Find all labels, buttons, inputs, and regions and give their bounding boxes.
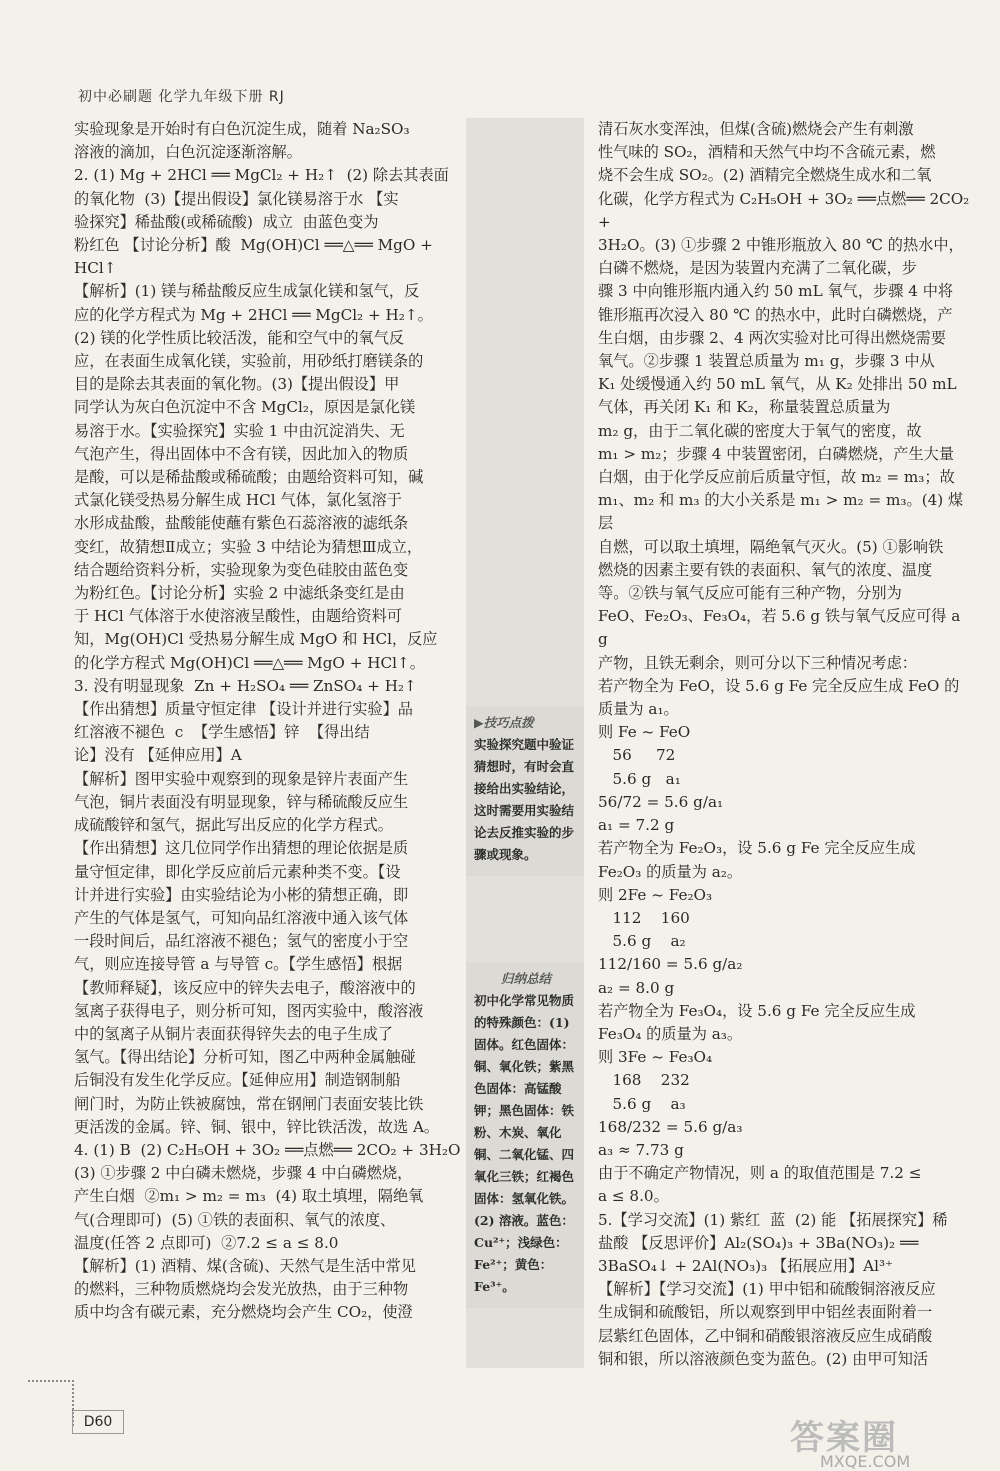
- right-line: a₃ ≈ 7.73 g: [598, 1140, 684, 1159]
- right-line: FeO、Fe₂O₃、Fe₃O₄，若 5.6 g 铁与氧气反应可得 a g: [598, 607, 966, 649]
- right-line: m₁ > m₂；步骤 4 中装置密闭，白磷燃烧，产生大量: [598, 444, 955, 463]
- left-line: 更活泼的金属。锌、铜、银中，锌比铁活泼，故选 A。: [74, 1117, 440, 1136]
- right-line: 若产物全为 Fe₃O₄，设 5.6 g Fe 完全反应生成: [598, 1001, 916, 1020]
- right-line: m₂ g，由于二氧化碳的密度大于氧气的密度，故: [598, 421, 922, 440]
- left-line: 氢离子获得电子，则分析可知，图丙实验中，酸溶液: [74, 1001, 424, 1020]
- left-line: 红溶液不褪色 c 【学生感悟】锌 【得出结: [74, 723, 370, 742]
- left-column: [74, 118, 464, 1325]
- left-line: 【解析】(1) 酒精、煤(含硫)、天然气是生活中常见: [74, 1256, 416, 1275]
- left-line: 为粉红色。【讨论分析】实验 2 中滤纸条变红是由: [74, 584, 405, 603]
- left-line: 产生白烟 ②m₁ > m₂ = m₃ (4) 取土填埋，隔绝氧: [74, 1187, 424, 1206]
- side-summary-text: 初中化学常见物质的特殊颜色：(1) 固体。红色固体：铜、氧化铁；紫黑色固体：高锰酸钾；黑色固体：铁粉、木炭、氧化铜、二氧化锰、四氧化三铁；红褐色固体：氢氧化铁。(2) 溶液。蓝色：Cu²⁺；浅绿色：Fe²⁺；黄色：Fe³⁺。: [474, 993, 575, 1294]
- right-line: 盐酸 【反思评价】Al₂(SO₄)₃ + 3Ba(NO₃)₂ ══: [598, 1233, 919, 1252]
- right-line: m₁、m₂ 和 m₃ 的大小关系是 m₁ > m₂ = m₃。(4) 煤层: [598, 491, 964, 533]
- left-line: 温度(任答 2 点即可) ②7.2 ≤ a ≤ 8.0: [74, 1233, 339, 1252]
- left-line: 气，则应连接导管 a 与导管 c。【学生感悟】根据: [74, 955, 403, 974]
- side-tip-text: 实验探究题中验证猜想时，有时会直接给出实验结论，这时需要用实验结论去反推实验的步骤或现象。: [474, 737, 575, 862]
- right-line: Fe₂O₃ 的质量为 a₂。: [598, 862, 743, 881]
- right-line: 5.【学习交流】(1) 紫红 蓝 (2) 能 【拓展探究】稀: [598, 1210, 948, 1229]
- right-line: 烧不会生成 SO₂。(2) 酒精完全燃烧生成水和二氧: [598, 166, 932, 185]
- right-line: 性气味的 SO₂，酒精和天然气中均不含硫元素，燃: [598, 143, 936, 162]
- left-line: 的氧化物 (3)【提出假设】氯化镁易溶于水 【实: [74, 189, 399, 208]
- right-line: 白烟，由于化学反应前后质量守恒，故 m₂ = m₃；故: [598, 468, 955, 487]
- right-line: 铜和银，所以溶液颜色变为蓝色。(2) 由甲可知活: [598, 1349, 929, 1368]
- left-line: 闸门时，为防止铁被腐蚀，常在钢闸门表面安装比铁: [74, 1094, 424, 1113]
- left-line: (2) 镁的化学性质比较活泼，能和空气中的氧气反: [74, 328, 405, 347]
- right-line: 生白烟，由步骤 2、4 两次实验对比可得出燃烧需要: [598, 328, 946, 347]
- right-line: 产物，且铁无剩余，则可分以下三种情况考虑：: [598, 653, 917, 672]
- left-line: 应，在表面生成氧化镁，实验前，用砂纸打磨镁条的: [74, 352, 424, 371]
- left-line: 2. (1) Mg + 2HCl ══ MgCl₂ + H₂↑ (2) 除去其表面: [74, 166, 449, 185]
- left-line: 水形成盐酸，盐酸能使蘸有紫色石蕊溶液的滤纸条: [74, 514, 409, 533]
- right-line: 3H₂O。(3) ①步骤 2 中锥形瓶放入 80 ℃ 的热水中，: [598, 236, 964, 255]
- right-line: 5.6 g a₂: [598, 932, 686, 951]
- left-line: 式氯化镁受热易分解生成 HCl 气体，氯化氢溶于: [74, 491, 402, 510]
- left-line: 知，Mg(OH)Cl 受热易分解生成 MgO 和 HCl，反应: [74, 630, 438, 649]
- right-line: 自燃，可以取土填埋，隔绝氧气灭火。(5) ①影响铁: [598, 537, 944, 556]
- left-line: 变红，故猜想Ⅱ成立；实验 3 中结论为猜想Ⅲ成立，: [74, 537, 423, 556]
- right-line: 56/72 = 5.6 g/a₁: [598, 792, 724, 811]
- left-line: 中的氢离子从铜片表面获得锌失去的电子生成了: [74, 1024, 393, 1043]
- right-line: Fe₃O₄ 的质量为 a₃。: [598, 1024, 743, 1043]
- right-line: 化碳，化学方程式为 C₂H₅OH + 3O₂ ══点燃══ 2CO₂ +: [598, 189, 975, 231]
- left-line: (3) ①步骤 2 中白磷未燃烧，步骤 4 中白磷燃烧，: [74, 1164, 413, 1183]
- right-line: 则 Fe ~ FeO: [598, 723, 691, 742]
- left-line: 【教师释疑】，该反应中的锌失去电子，酸溶液中的: [74, 978, 416, 997]
- left-line: 【作出猜想】这几位同学作出猜想的理论依据是质: [74, 839, 409, 858]
- left-line: 目的是除去其表面的氧化物。(3)【提出假设】甲: [74, 375, 400, 394]
- left-line: 质中均含有碳元素，充分燃烧均会产生 CO₂，使澄: [74, 1303, 413, 1322]
- left-line: 论】没有 【延伸应用】A: [74, 746, 242, 765]
- page-header: 初中必刷题 化学九年级下册 RJ: [78, 89, 285, 105]
- left-line: 成硫酸锌和氢气，据此写出反应的化学方程式。: [74, 816, 393, 835]
- left-line: 量守恒定律，即化学反应前后元素种类不变。【设: [74, 862, 401, 881]
- right-line: 燃烧的因素主要有铁的表面积、氧气的浓度、温度: [598, 560, 933, 579]
- left-line: 计并进行实验】由实验结论为小彬的猜想正确，即: [74, 885, 409, 904]
- left-line: 产生的气体是氢气，可知向品红溶液中通入该气体: [74, 908, 409, 927]
- left-line: 结合题给资料分析，实验现象为变色硅胶由蓝色变: [74, 560, 409, 579]
- right-line: a₁ = 7.2 g: [598, 816, 675, 835]
- right-line: 168/232 = 5.6 g/a₃: [598, 1117, 743, 1136]
- watermark-url: MXQE.COM: [820, 1452, 911, 1471]
- side-tip-title: ▶技巧点拨: [474, 715, 534, 730]
- left-line: 应的化学方程式为 Mg + 2HCl ══ MgCl₂ + H₂↑。: [74, 305, 433, 324]
- left-line: 气泡产生，得出固体中不含有镁，因此加入的物质: [74, 444, 409, 463]
- left-line: 验探究】稀盐酸(或稀硫酸) 成立 由蓝色变为: [74, 212, 379, 231]
- left-line: 粉红色 【讨论分析】酸 Mg(OH)Cl ══△══ MgO +: [74, 236, 433, 255]
- right-line: 则 2Fe ~ Fe₂O₃: [598, 885, 713, 904]
- right-line: 168 232: [598, 1071, 690, 1090]
- right-line: 骤 3 中向锥形瓶内通入约 50 mL 氧气，步骤 4 中将: [598, 282, 954, 301]
- side-summary-box: [466, 962, 584, 1308]
- left-line: 气泡，铜片表面没有明显现象，锌与稀硫酸反应生: [74, 792, 409, 811]
- right-line: a ≤ 8.0。: [598, 1187, 669, 1206]
- left-line: 溶液的滴加，白色沉淀逐渐溶解。: [74, 143, 302, 162]
- left-line: 4. (1) B (2) C₂H₅OH + 3O₂ ══点燃══ 2CO₂ + 3H₂O: [74, 1140, 461, 1159]
- corner-dots: [28, 1380, 74, 1426]
- right-line: 【解析】【学习交流】(1) 甲中铝和硫酸铜溶液反应: [598, 1280, 936, 1299]
- right-line: 112 160: [598, 908, 690, 927]
- watermark-logo: 答案圈: [790, 1418, 898, 1458]
- left-line: 【解析】(1) 镁与稀盐酸反应生成氯化镁和氢气，反: [74, 282, 420, 301]
- right-line: 清石灰水变浑浊，但煤(含硫)燃烧会产生有刺激: [598, 120, 914, 138]
- left-line: 3. 没有明显现象 Zn + H₂SO₄ ══ ZnSO₄ + H₂↑: [74, 676, 417, 695]
- left-line: 氢气。【得出结论】分析可知，图乙中两种金属触碰: [74, 1048, 416, 1067]
- right-line: 质量为 a₁。: [598, 700, 679, 719]
- right-line: 生成铜和硫酸铝，所以观察到甲中铝丝表面附着一: [598, 1303, 933, 1322]
- right-line: 112/160 = 5.6 g/a₂: [598, 955, 743, 974]
- left-line: 【解析】图甲实验中观察到的现象是锌片表面产生: [74, 769, 409, 788]
- right-line: 气体，再关闭 K₁ 和 K₂，称量装置总质量为: [598, 398, 891, 417]
- right-line: a₂ = 8.0 g: [598, 978, 675, 997]
- left-line: 【作出猜想】质量守恒定律 【设计并进行实验】品: [74, 700, 413, 719]
- right-line: 由于不确定产物情况，则 a 的取值范围是 7.2 ≤: [598, 1164, 922, 1183]
- left-line: HCl↑: [74, 259, 117, 278]
- side-summary-title: 归纳总结: [500, 971, 551, 986]
- right-column: [598, 118, 975, 1371]
- right-line: 等。②铁与氧气反应可能有三种产物，分别为: [598, 584, 902, 603]
- left-line: 同学认为灰白色沉淀中不含 MgCl₂，原因是氯化镁: [74, 398, 416, 417]
- right-line: 若产物全为 FeO，设 5.6 g Fe 完全反应生成 FeO 的: [598, 676, 960, 695]
- left-line: 于 HCl 气体溶于水使溶液呈酸性，由题给资料可: [74, 607, 402, 626]
- right-line: 氧气。②步骤 1 装置总质量为 m₁ g，步骤 3 中从: [598, 352, 935, 371]
- right-line: 层紫红色固体，乙中铜和硝酸银溶液反应生成硝酸: [598, 1326, 933, 1345]
- page-number: D60: [72, 1410, 124, 1434]
- left-line: 一段时间后，品红溶液不褪色；氢气的密度小于空: [74, 932, 409, 951]
- right-line: 白磷不燃烧，是因为装置内充满了二氧化碳，步: [598, 259, 917, 278]
- left-line: 后铜没有发生化学反应。【延伸应用】制造钢制船: [74, 1071, 401, 1090]
- left-line: 实验现象是开始时有白色沉淀生成，随着 Na₂SO₃: [74, 120, 410, 138]
- right-line: 3BaSO₄↓ + 2Al(NO₃)₃ 【拓展应用】Al³⁺: [598, 1256, 894, 1275]
- side-tip-box: [466, 706, 584, 876]
- left-line: 气(合理即可) (5) ①铁的表面积、氧气的浓度、: [74, 1210, 396, 1229]
- left-line: 的化学方程式 Mg(OH)Cl ══△══ MgO + HCl↑。: [74, 653, 425, 672]
- right-line: 56 72: [598, 746, 676, 765]
- right-line: 若产物全为 Fe₂O₃，设 5.6 g Fe 完全反应生成: [598, 839, 916, 858]
- left-line: 易溶于水。【实验探究】实验 1 中由沉淀消失、无: [74, 421, 405, 440]
- right-line: 锥形瓶再次浸入 80 ℃ 的热水中，此时白磷燃烧，产: [598, 305, 953, 324]
- right-line: 5.6 g a₁: [598, 769, 681, 788]
- right-line: 则 3Fe ~ Fe₃O₄: [598, 1048, 713, 1067]
- right-line: K₁ 处缓慢通入约 50 mL 氧气，从 K₂ 处排出 50 mL: [598, 375, 957, 394]
- left-line: 的燃料，三种物质燃烧均会发光放热，由于三种物: [74, 1280, 409, 1299]
- right-line: 5.6 g a₃: [598, 1094, 686, 1113]
- left-line: 是酸，可以是稀盐酸或稀硫酸；由题给资料可知，碱: [74, 468, 424, 487]
